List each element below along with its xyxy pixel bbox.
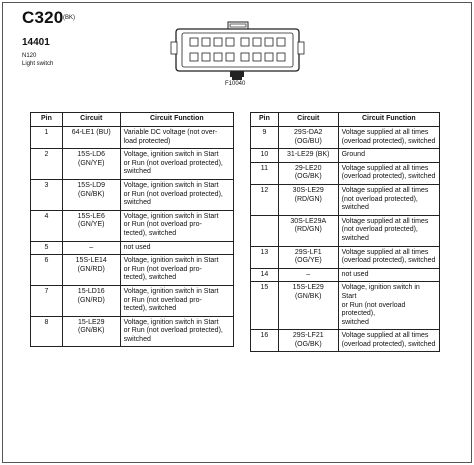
- circuit-cell: [278, 246, 338, 268]
- circuit-cell: [278, 268, 338, 282]
- table-row: [251, 127, 440, 149]
- circuit-cell: [62, 210, 120, 241]
- function-cell: [338, 215, 439, 246]
- connector-face-diagram: [170, 20, 305, 82]
- circuit-cell: [62, 285, 120, 316]
- circuit-cell-line: (OG/BU): [294, 137, 322, 145]
- function-cell-line: switched: [341, 234, 369, 242]
- circuit-cell-line: (GN/BK): [78, 327, 105, 335]
- circuit-cell-line: (GN/BK): [78, 190, 105, 198]
- table-row: [31, 149, 234, 180]
- function-cell: [120, 255, 233, 286]
- pinout-table-right: [250, 112, 440, 352]
- circuit-cell-line: 29S-DA2: [294, 129, 323, 136]
- circuit-cell-line: (RD/GN): [294, 195, 322, 203]
- function-cell-line: Voltage, ignition switch in Start: [123, 287, 219, 295]
- pin-cell: [31, 210, 63, 241]
- function-cell-line: Voltage, ignition switch in Start: [123, 318, 219, 326]
- pin-cell-line: 3: [44, 181, 49, 189]
- circuit-cell: [62, 179, 120, 210]
- function-cell-line: (overload protected), switched: [341, 137, 436, 145]
- pin-cell-line: 9: [262, 129, 267, 136]
- function-cell: [338, 127, 439, 149]
- pin-column-header: Pin: [251, 113, 279, 127]
- function-cell-line: load protected): [123, 137, 171, 145]
- pin-cell-line: 4: [44, 212, 49, 220]
- circuit-cell-line: (GN/RD): [77, 296, 105, 304]
- function-cell-line: switched: [341, 318, 369, 326]
- circuit-column-header: Circuit: [278, 113, 338, 127]
- pin-cell: [31, 316, 63, 347]
- table-row: [251, 268, 440, 282]
- function-cell-line: tected), switched: [123, 274, 177, 282]
- circuit-cell: [278, 149, 338, 163]
- pin-cell-line: 7: [44, 287, 49, 295]
- circuit-cell: [278, 162, 338, 184]
- pin-cell-line: 12: [260, 186, 269, 194]
- circuit-cell-line: (GN/YE): [78, 159, 105, 167]
- pin-cell: [251, 162, 279, 184]
- pin-cell-line: 10: [260, 151, 269, 159]
- circuit-cell: [62, 255, 120, 286]
- table-row: [251, 184, 440, 215]
- function-cell-line: or Run (not overload pro-: [123, 265, 202, 273]
- function-cell-line: or Run (not overload protected),: [123, 159, 223, 167]
- table-row: [31, 255, 234, 286]
- function-cell-line: Variable DC voltage (not over-: [123, 129, 218, 136]
- pin-cell: [251, 149, 279, 163]
- function-cell: [120, 127, 233, 149]
- function-cell-line: Voltage supplied at all times: [341, 332, 429, 340]
- function-cell-line: Voltage supplied at all times: [341, 186, 429, 194]
- function-cell-line: Voltage, ignition switch in Start: [123, 151, 219, 159]
- component-description: Light switch: [22, 61, 54, 67]
- table-row: [31, 179, 234, 210]
- circuit-cell: [62, 241, 120, 255]
- part-number: 14401: [22, 37, 50, 48]
- circuit-cell: [278, 215, 338, 246]
- function-cell: [120, 285, 233, 316]
- pin-cell: [31, 285, 63, 316]
- table-row: [251, 282, 440, 330]
- table-row: [251, 215, 440, 246]
- pin-cell-line: 1: [44, 129, 49, 136]
- pin-cell: [31, 149, 63, 180]
- function-cell-line: not used: [123, 243, 151, 251]
- circuit-cell: [62, 316, 120, 347]
- circuit-cell-line: (OG/YE): [294, 257, 322, 265]
- function-cell-line: Voltage supplied at all times: [341, 217, 429, 225]
- pin-cell: [251, 330, 279, 352]
- function-cell-line: (not overload protected),: [341, 195, 418, 203]
- circuit-cell-line: 29S-LF1: [294, 248, 322, 256]
- circuit-cell-line: (GN/RD): [77, 265, 105, 273]
- circuit-cell-line: –: [89, 243, 94, 251]
- function-cell-line: switched: [123, 335, 151, 343]
- circuit-cell-line: 29S-LF21: [292, 332, 324, 340]
- pin-cell-line: 8: [44, 318, 49, 326]
- pin-cell-line: 2: [44, 151, 49, 159]
- function-cell-line: tected), switched: [123, 229, 177, 237]
- circuit-cell-line: 15S-LE6: [77, 212, 105, 220]
- pin-cell: [251, 184, 279, 215]
- table-row: [251, 246, 440, 268]
- circuit-cell-line: 15S-LD9: [77, 181, 106, 189]
- circuit-column-header: Circuit: [62, 113, 120, 127]
- pin-cell-line: 5: [44, 243, 49, 251]
- function-cell: [338, 184, 439, 215]
- table-row: [31, 210, 234, 241]
- function-cell-line: Voltage, ignition switch in Start: [123, 181, 219, 189]
- function-cell-line: (not overload protected),: [341, 226, 418, 234]
- circuit-cell-line: (GN/BK): [295, 292, 322, 300]
- circuit-cell: [278, 127, 338, 149]
- circuit-cell-line: 15-LE29: [78, 318, 105, 326]
- table-row: [31, 127, 234, 149]
- table-header-row: [251, 113, 440, 127]
- table-row: [251, 330, 440, 352]
- pin-cell: [31, 179, 63, 210]
- function-column-header: Circuit Function: [120, 113, 233, 127]
- table-row: [251, 162, 440, 184]
- function-cell: [120, 241, 233, 255]
- circuit-cell-line: 15S-LD6: [77, 151, 106, 159]
- function-cell: [338, 268, 439, 282]
- circuit-cell-line: 15S-LE14: [75, 257, 107, 265]
- table-row: [31, 241, 234, 255]
- pin-cell: [251, 127, 279, 149]
- function-cell-line: (overload protected), switched: [341, 340, 436, 348]
- circuit-cell: [278, 282, 338, 330]
- component-code: N120: [22, 53, 37, 59]
- function-cell-line: or Run (not overload protected),: [123, 327, 223, 335]
- function-cell: [120, 179, 233, 210]
- circuit-cell: [62, 127, 120, 149]
- circuit-cell-line: (OG/BK): [294, 173, 322, 181]
- function-cell-line: (overload protected), switched: [341, 173, 436, 181]
- figure-code: F10040: [225, 81, 246, 87]
- function-cell-line: switched: [123, 168, 151, 176]
- function-cell-line: not used: [341, 270, 369, 278]
- table-row: [31, 316, 234, 347]
- pin-cell-line: 16: [260, 332, 269, 340]
- function-cell-line: Voltage supplied at all times: [341, 129, 429, 136]
- table-row: [251, 149, 440, 163]
- function-cell-line: or Run (not overload protected),: [341, 301, 406, 318]
- function-cell-line: (overload protected), switched: [341, 257, 436, 265]
- connector-color-tag: (BK): [63, 15, 75, 21]
- function-cell-line: or Run (not overload protected),: [123, 190, 223, 198]
- table-row: [31, 285, 234, 316]
- circuit-cell: [278, 184, 338, 215]
- function-cell: [338, 246, 439, 268]
- pin-cell: [31, 127, 63, 149]
- pin-cell: [251, 268, 279, 282]
- function-cell-line: Voltage, ignition switch in Start: [123, 212, 219, 220]
- function-cell: [338, 149, 439, 163]
- function-cell-line: Voltage, ignition switch in Start: [123, 257, 219, 265]
- pinout-table-left: [30, 112, 234, 347]
- pin-cell-line: 15: [260, 284, 269, 292]
- circuit-cell-line: (GN/YE): [78, 221, 105, 229]
- pin-cell: [251, 282, 279, 330]
- function-cell-line: Voltage, ignition switch in Start: [341, 284, 420, 300]
- circuit-cell-line: 15S-LE29: [292, 284, 324, 292]
- function-cell-line: switched: [341, 204, 369, 212]
- pin-cell: [31, 241, 63, 255]
- pin-cell-line: 14: [260, 270, 269, 278]
- function-cell: [338, 282, 439, 330]
- connector-title: C320: [22, 8, 64, 27]
- function-cell: [120, 210, 233, 241]
- circuit-cell-line: 64-LE1 (BU): [71, 129, 111, 136]
- function-cell-line: tected), switched: [123, 305, 177, 313]
- circuit-cell-line: 30S-LE29: [292, 186, 324, 194]
- pin-cell-line: 11: [260, 164, 269, 172]
- function-cell-line: Ground: [341, 151, 365, 159]
- circuit-cell-line: (RD/GN): [294, 226, 322, 234]
- pin-cell: [251, 215, 279, 246]
- circuit-cell: [278, 330, 338, 352]
- circuit-cell-line: 31-LE29 (BK): [287, 151, 330, 159]
- function-cell-line: or Run (not overload pro-: [123, 296, 202, 304]
- circuit-cell: [62, 149, 120, 180]
- pin-column-header: Pin: [31, 113, 63, 127]
- pin-cell: [251, 246, 279, 268]
- pin-cell-line: 6: [44, 257, 49, 265]
- circuit-cell-line: 15-LD16: [77, 287, 105, 295]
- function-cell: [120, 149, 233, 180]
- function-cell-line: Voltage supplied at all times: [341, 164, 429, 172]
- pin-cell-line: 13: [260, 248, 269, 256]
- circuit-cell-line: 30S-LE29A: [290, 217, 327, 225]
- function-cell: [338, 162, 439, 184]
- table-header-row: [31, 113, 234, 127]
- function-cell-line: switched: [123, 199, 151, 207]
- function-cell-line: or Run (not overload pro-: [123, 221, 202, 229]
- circuit-cell-line: –: [306, 270, 311, 278]
- circuit-cell-line: (OG/BK): [294, 340, 322, 348]
- function-cell: [338, 330, 439, 352]
- function-column-header: Circuit Function: [338, 113, 439, 127]
- pin-cell: [31, 255, 63, 286]
- circuit-cell-line: 29-LE20: [295, 164, 322, 172]
- function-cell-line: Voltage supplied at all times: [341, 248, 429, 256]
- function-cell: [120, 316, 233, 347]
